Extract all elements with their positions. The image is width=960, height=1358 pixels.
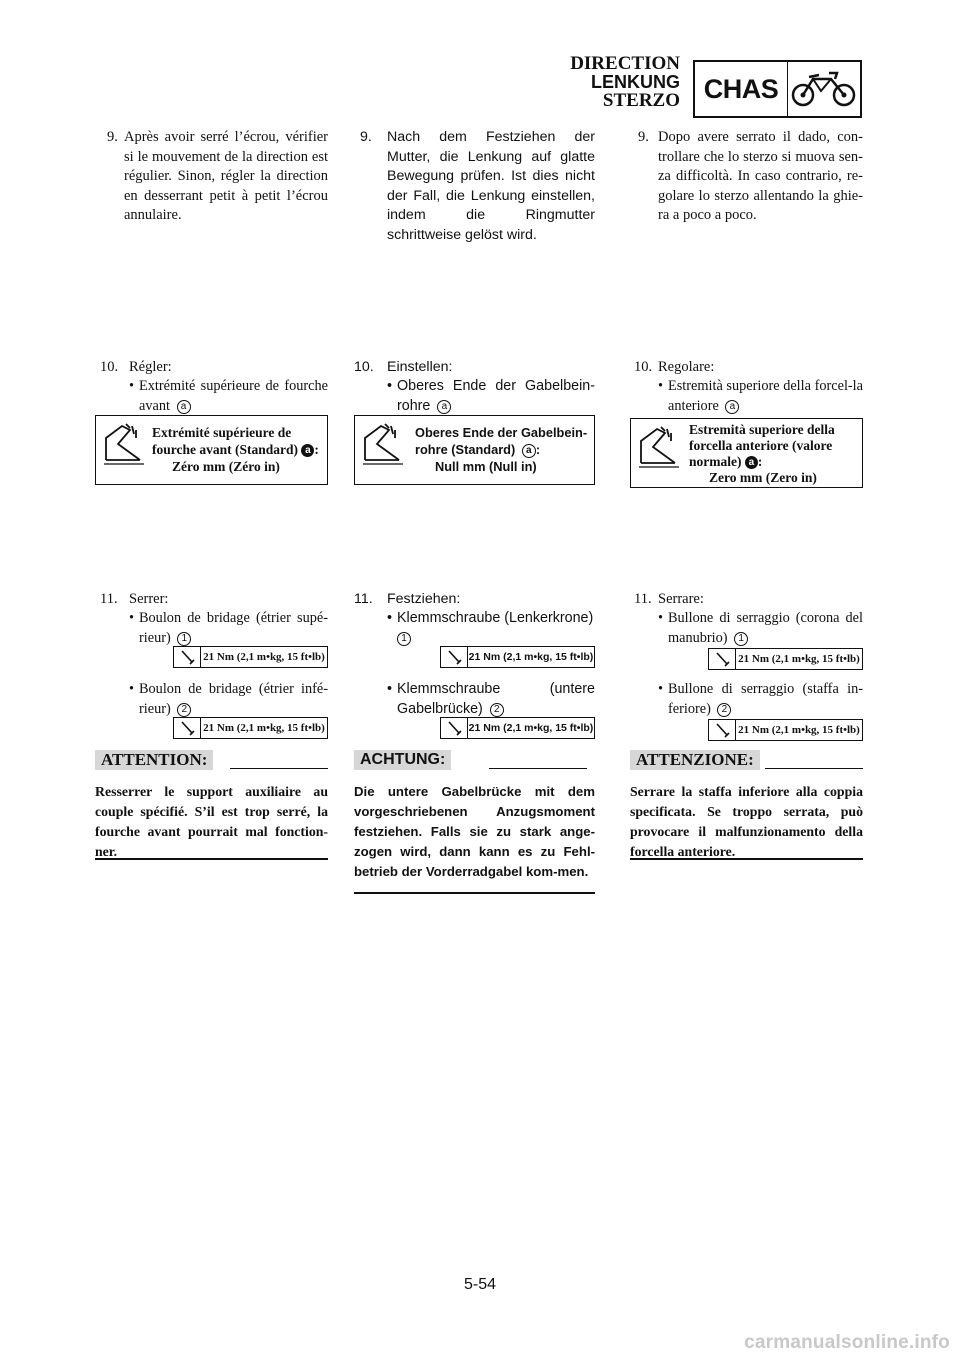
list-item: • Klemmschraube (Lenkerkrone) 1	[387, 610, 594, 644]
torque-spec: 21 Nm (2,1 m•kg, 15 ft•lb)	[173, 717, 328, 739]
measure-icon	[100, 420, 148, 468]
wrench-icon	[709, 720, 736, 740]
ref-marker: a	[177, 400, 191, 414]
wrench-icon	[441, 718, 468, 738]
list-item: • Boulon de bridage (étrier supé-rieur) 1	[129, 610, 328, 646]
caution-text: Die untere Gabelbrücke mit dem vorgeschriebenen Anzugsmoment festziehen. Falls sie zu stark ange-zogen wird, dann kann es zu Fehl-betrieb der Vorderradgabel kom-men.	[354, 784, 595, 879]
divider	[95, 858, 328, 860]
caution-text: Resserrer le support auxiliaire au couple spécifié. S’il est trop serré, la fourche avant pourrait mal fonction-ner.	[95, 784, 328, 859]
wrench-icon	[441, 647, 468, 667]
list-item: • Boulon de bridage (étrier infé-rieur) 2	[129, 681, 328, 717]
list-item: • Extrémité supérieure de fourche avant a	[129, 378, 328, 414]
caution-text: Serrare la staffa inferiore alla coppia specificata. Se troppo serrata, può provocare il malfunzionamento della forcella anteriore.	[630, 784, 863, 859]
wrench-icon	[174, 718, 201, 738]
list-item: • Bullone di serraggio (corona del manubrio) 1	[658, 610, 863, 646]
list-item: • Klemmschraube (untere Gabelbrücke) 2	[387, 681, 595, 717]
step-11: 11. Festziehen:	[354, 591, 461, 607]
caution-header: ACHTUNG:	[354, 750, 587, 772]
spec-box: Estremità superiore della forcella anteriore (valore normale) a : Zero mm (Zero in)	[630, 418, 863, 488]
wrench-icon	[174, 647, 201, 667]
section-badge	[693, 60, 862, 118]
step-11: 11. Serrer:	[100, 591, 169, 607]
section-title-fr: DIRECTION	[570, 53, 680, 74]
step-9: 9. Après avoir serré l’écrou, vérifier si le mouvement de la direction est régulier. Sinon, régler la direction en desserrant petit à petit l’écrou annulaire.	[107, 129, 328, 223]
list-item: • Estremità superiore della forcel-la anteriore a	[658, 378, 863, 414]
step-10: 10. Régler:	[100, 359, 172, 375]
step-9: 9. Dopo avere serrato il dado, con-trollare che lo sterzo si muova sen-za difficoltà. In caso contrario, re-golare lo sterzo allentando la ghie-ra a poco a poco.	[638, 129, 863, 223]
caution-header: ATTENZIONE:	[630, 750, 863, 772]
torque-spec: 21 Nm (2,1 m•kg, 15 ft•lb)	[708, 719, 863, 741]
section-title-it: STERZO	[602, 90, 680, 111]
section-title-de: LENKUNG	[591, 72, 680, 92]
spec-box: Extrémité supérieure de fourche avant (Standard) a : Zéro mm (Zéro in)	[95, 415, 328, 485]
watermark: carmanualsonline.info	[744, 1332, 950, 1353]
list-item: • Oberes Ende der Gabelbein-rohre a	[387, 378, 595, 414]
section-label: CHAS	[695, 62, 788, 116]
torque-spec: 21 Nm (2,1 m•kg, 15 ft•lb)	[708, 648, 863, 670]
measure-icon	[359, 420, 407, 468]
step-10: 10. Regolare:	[634, 359, 715, 375]
torque-spec: 21 Nm (2,1 m•kg, 15 ft•lb)	[440, 717, 595, 739]
measure-icon	[635, 423, 683, 471]
torque-spec: 21 Nm (2,1 m•kg, 15 ft•lb)	[440, 646, 595, 668]
caution-header: ATTENTION:	[95, 750, 328, 772]
spec-box: Oberes Ende der Gabelbein- rohre (Standard) a : Null mm (Null in)	[354, 415, 595, 485]
motorcycle-icon	[788, 62, 860, 116]
divider	[354, 892, 595, 894]
list-item: • Bullone di serraggio (staffa in-feriore) 2	[658, 681, 863, 717]
torque-spec: 21 Nm (2,1 m•kg, 15 ft•lb)	[173, 646, 328, 668]
step-10: 10. Einstellen:	[354, 359, 453, 375]
page-number: 5-54	[463, 1276, 497, 1293]
step-9: 9. Nach dem Festziehen der Mutter, die Lenkung auf glatte Bewegung prüfen. Ist dies nicht der Fall, die Lenkung einstellen, indem die Ringmutter schrittweise gelöst wird.	[360, 129, 595, 243]
divider	[630, 858, 863, 860]
wrench-icon	[709, 649, 736, 669]
step-11: 11. Serrare:	[634, 591, 704, 607]
